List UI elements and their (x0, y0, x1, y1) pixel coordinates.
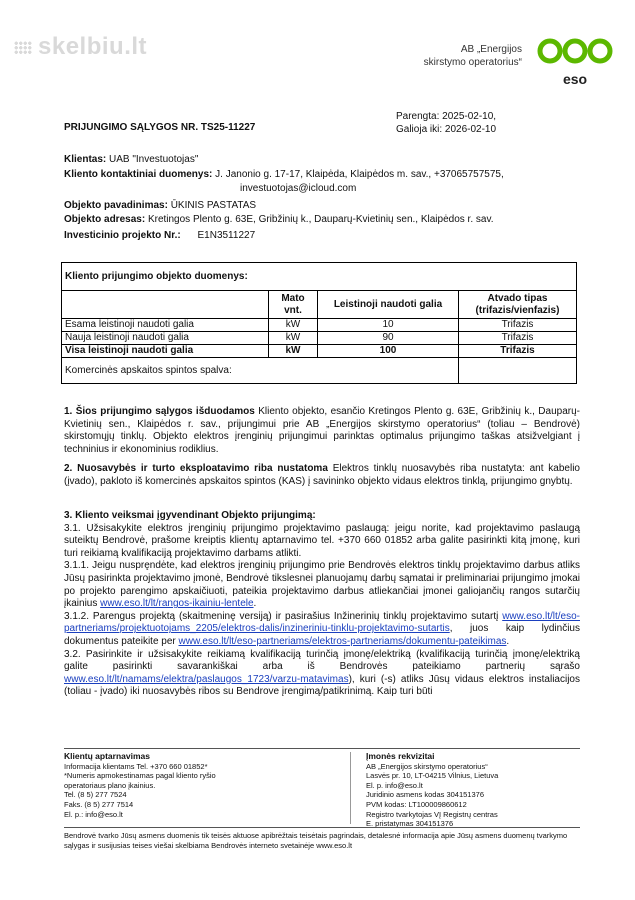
section-1-heading: 1. Šios prijungimo sąlygos išduodamos (64, 406, 255, 417)
footer-vertical-divider (350, 752, 351, 824)
watermark-dots-icon (14, 41, 32, 55)
watermark: skelbiu.lt (14, 33, 147, 61)
table-row: Nauja leistinoji naudoti galia kW 90 Trifazis (62, 332, 577, 345)
section-1: 1. Šios prijungimo sąlygos išduodamos Kliento objekto, esančio Kretingos Plento g. 63E, Gribžinių k., Dauparų-Kvietinių sen., Klaipėdos r. sav., prijungimui prie AB „Energijos skirstymo operatorius“ (toliau – Bendrovė) skirstomųjų tinklų. Objekto elektros įrenginių prijungimui parinktas optimalus prijungimo taškas atsižvelgiant į techninius ir ekonominius rodiklius. (64, 406, 580, 455)
client-label: Klientas: (64, 154, 107, 165)
paragraph-3-1-1: 3.1.1. Jeigu nuspręndėte, kad elektros įrenginių prijungimo prie Bendrovės elektros tinklų projektavimo darbus atliks Jūsų pasirinkta projektavimo įmonė, Bendrovė tikslesnei planuojamų darbų sąmatai ir preliminariai prijungimo įmokai po projekto parengimo apskaičiuoti, pateikia projektavimo darbus atliekančiai įmonei galiojančių rangos sutarčių įkainius www.eso.lt/lt/rangos-ikainiu-lentele. (64, 560, 580, 610)
contacts-label: Kliento kontaktiniai duomenys: (64, 169, 213, 180)
object-address-value: Kretingos Plento g. 63E, Gribžinių k., Dauparų-Kvietinių sen., Klaipėdos r. sav. (147, 214, 494, 225)
disclaimer-divider (64, 827, 580, 828)
project-row (64, 229, 584, 242)
contacts-row (64, 168, 584, 181)
footer-right-title: Įmonės rekvizitai (366, 751, 435, 761)
section-3 (64, 510, 580, 699)
logo-text: eso (562, 71, 588, 87)
object-address-label: Objekto adresas: (64, 214, 146, 225)
varzu-matavimas-link[interactable]: www.eso.lt/lt/namams/elektra/paslaugos_1723/varzu-matavimas (64, 673, 349, 685)
company-header-line2: skirstymo operatorius“ (423, 57, 522, 68)
dates-block (396, 110, 496, 136)
privacy-disclaimer: Bendrovė tvarko Jūsų asmens duomenis tik teisės aktuose apibrėžtais teisėtais pagrindais, detalesnė informacija apie Jūsų asmens duomenų tvarkymo sąlygas ir susijusias teises viešai skelbiama Bendrovės interneto svetainėje www.eso.lt (64, 831, 568, 850)
eso-logo (537, 34, 613, 88)
valid-until-date: Galioja iki: 2026-02-10 (396, 124, 497, 135)
contacts-value: J. Janonio g. 17-17, Klaipėda, Klaipėdos m. sav., +37065757575, (215, 169, 504, 180)
paragraph-3-2: 3.2. Pasirinkite ir užsisakykite reikiamą kvalifikaciją turinčią įmonę/elektriką (kvalifikaciją turinčią įmonę/elektriką galite pasirinkti savarankiškai arba iš Bendrovės pateikiamo partnerių sąrašo www.eso.lt/lt/namams/elektra/paslaugos_1723/varzu-matavimas), kuri (-s) atliks Jūsų vidaus elektros instaliacijos (toliau - įvado) iki nuosavybės ribos su Bendrove įrengimą/patikrinimą. Kaip turi būti (64, 648, 580, 698)
company-header (424, 43, 522, 69)
table-header: Leistinoji naudoti galia (318, 291, 459, 319)
table-header (62, 291, 269, 319)
rangos-ikainiu-link[interactable]: www.eso.lt/lt/rangos-ikainiu-lentele (100, 598, 254, 610)
footer-left-title: Klientų aptarnavimas (64, 751, 150, 761)
client-row (64, 153, 584, 166)
table-header: Mato vnt. (269, 291, 318, 319)
section-2: 2. Nuosavybės ir turto eksploatavimo riba nustatoma Elektros tinklų nuosavybės riba nustatyta: ant kabelio (įvado), pakloto iš komercinės apskaitos spintos (KAS) į savininko objekto vidaus elektros tinklą, prijungimo gnybtų. (64, 463, 580, 487)
footer-divider (64, 748, 580, 749)
object-name-label: Objekto pavadinimas: (64, 200, 168, 211)
footer-company-details: Įmonės rekvizitai AB „Energijos skirstymo operatorius“ Lasvės pr. 10, LT-04215 Vilnius, Lietuva El. p. info@eso.lt Juridinio asmens kodas 304151376 PVM kodas: LT100009860612 Registro tvarkytojas VĮ Registrų centras E. pristatymas 304151376 (366, 752, 596, 829)
object-name-value: ŪKINIS PASTATAS (170, 200, 257, 211)
object-address-row (64, 213, 584, 226)
table-row: Esama leistinoji naudoti galia kW 10 Trifazis (62, 319, 577, 332)
table-header: Atvado tipas (trifazis/vienfazis) (459, 291, 577, 319)
prepared-date: Parengta: 2025-02-10, (396, 111, 497, 122)
company-header-line1: AB „Energijos (460, 44, 522, 55)
footer-customer-service: Klientų aptarnavimas Informacija klientams Tel. +370 660 01852* *Numeris apmokestinamas pagal kliento ryšio operatoriaus plano įkainius. Tel. (8 5) 277 7524 Faks. (8 5) 277 7514 El. p.: info@eso.lt (64, 752, 344, 819)
contacts-email: investuotojas@icloud.com (240, 183, 357, 194)
object-name-row (64, 199, 584, 212)
table-row-total: Visa leistinoji naudoti galia kW 100 Trifazis (62, 345, 577, 358)
document-title: PRIJUNGIMO SĄLYGOS NR. TS25-11227 (64, 122, 256, 133)
dokumentu-pateikimas-link[interactable]: www.eso.lt/lt/eso-partneriams/elektros-partneriams/dokumentu-pateikimas (178, 635, 507, 647)
project-label: Investicinio projekto Nr.: (64, 230, 181, 241)
section-3-heading: 3. Kliento veiksmai įgyvendinant Objekto prijungimą: (64, 510, 316, 521)
connection-data-table (61, 262, 577, 384)
projektavimo-sutartis-link[interactable]: www.eso.lt/lt/eso-partneriams/projektuotojams_2205/elektros-dalis/inzineriniu-tinklu-projektavimo-sutartis (64, 610, 580, 635)
table-row-color: Komercinės apskaitos spintos spalva: (62, 358, 577, 384)
project-value: E1N3511227 (197, 230, 256, 241)
paragraph-3-1-2: 3.1.2. Parengus projektą (skaitmeninę versiją) ir pasirašius Inžinerinių tinklų projektavimo sutartį www.eso.lt/lt/eso-partneriams/projektuotojams_2205/elektros-dalis/inzineriniu-tinklu-projektavimo-sutartis, juos kaip lydinčius dokumentus pateikite per www.eso.lt/lt/eso-partneriams/elektros-partneriams/dokumentu-pateikimas. (64, 610, 580, 647)
table-title: Kliento prijungimo objekto duomenys: (62, 263, 577, 291)
client-value: UAB "Investuotojas" (109, 154, 199, 165)
section-2-heading: 2. Nuosavybės ir turto eksploatavimo riba nustatoma (64, 463, 328, 474)
paragraph-3-1: 3.1. Užsisakykite elektros įrenginių prijungimo projektavimo paslaugą: jeigu norite, kad projektavimo paslaugą suteiktų Bendrovė, prašome kreiptis klientų aptarnavimo tel. +370 660 01852 arba galite pasirinkti kitą įmonę, kuri turi reikiamą kvalifikaciją projektavimo darbams atlikti. (64, 522, 580, 559)
